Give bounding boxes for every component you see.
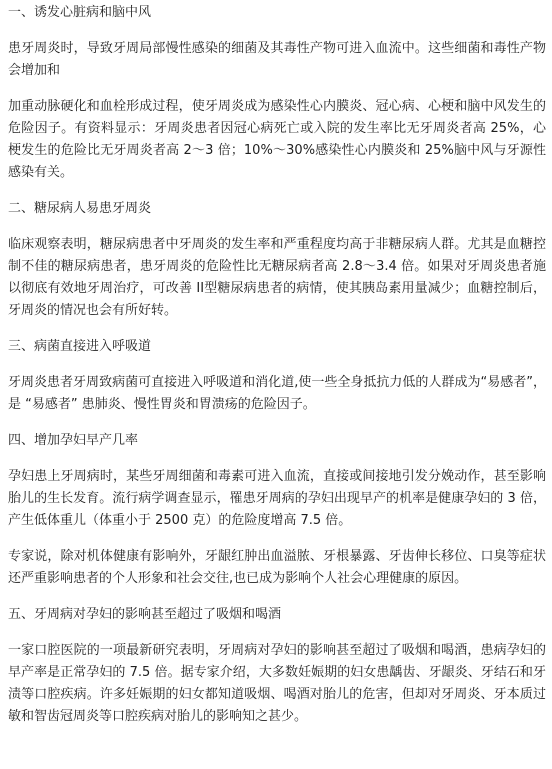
paragraph: 加重动脉硬化和血栓形成过程，使牙周炎成为感染性心内膜炎、冠心病、心梗和脑中风发生的危险因子。有资料显示：牙周炎患者因冠心病死亡或入院的发生率比无牙周炎者高 25%，心梗发生的危险比无牙周炎者高 2～3 倍；10%～30%感染性心内膜炎和 25%脑中风与牙源性感染有关。 bbox=[8, 99, 546, 180]
section-heading-3: 三、病菌直接进入呼吸道 bbox=[8, 339, 152, 354]
section-heading-5: 五、牙周病对孕妇的影响甚至超过了吸烟和喝酒 bbox=[8, 607, 282, 622]
paragraph: 牙周炎患者牙周致病菌可直接进入呼吸道和消化道,使一些全身抵抗力低的人群成为“易感者”，是 “易感者” 患肺炎、慢性胃炎和胃溃疡的危险因子。 bbox=[8, 375, 546, 412]
paragraph: 临床观察表明，糖尿病患者中牙周炎的发生率和严重程度均高于非糖尿病人群。尤其是血糖控制不佳的糖尿病患者，患牙周炎的危险性比无糖尿病者高 2.8～3.4 倍。如果对牙周炎患者施以彻底有效地牙周治疗，可改善 II型糖尿病患者的病情，使其胰岛素用量减少；血糖控制后，牙周炎的情况也会有所好转。 bbox=[8, 237, 546, 318]
paragraph: 患牙周炎时，导致牙周局部慢性感染的细菌及其毒性产物可进入血流中。这些细菌和毒性产物会增加和 bbox=[8, 41, 546, 78]
paragraph: 专家说，除对机体健康有影响外，牙龈红肿出血溢脓、牙根暴露、牙齿伸长移位、口臭等症状还严重影响患者的个人形象和社会交往,也已成为影响个人社会心理健康的原因。 bbox=[8, 549, 546, 586]
section-heading-4: 四、增加孕妇早产几率 bbox=[8, 433, 139, 448]
section-heading-2: 二、糖尿病人易患牙周炎 bbox=[8, 201, 152, 216]
paragraph: 孕妇患上牙周病时，某些牙周细菌和毒素可进入血流，直接或间接地引发分娩动作，甚至影响胎儿的生长发育。流行病学调查显示，罹患牙周病的孕妇出现早产的机率是健康孕妇的 3 倍，产生低体重儿（体重小于 2500 克）的危险度增高 7.5 倍。 bbox=[8, 469, 546, 528]
section-heading-1: 一、诱发心脏病和脑中风 bbox=[8, 5, 152, 20]
paragraph: 一家口腔医院的一项最新研究表明，牙周病对孕妇的影响甚至超过了吸烟和喝酒，患病孕妇的早产率是正常孕妇的 7.5 倍。据专家介绍，大多数妊娠期的妇女患龋齿、牙龈炎、牙结石和牙渍等口腔疾病。许多妊娠期的妇女都知道吸烟、喝酒对胎儿的危害，但却对牙周炎、牙本质过敏和智齿冠周炎等口腔疾病对胎儿的影响知之甚少。 bbox=[8, 643, 546, 724]
